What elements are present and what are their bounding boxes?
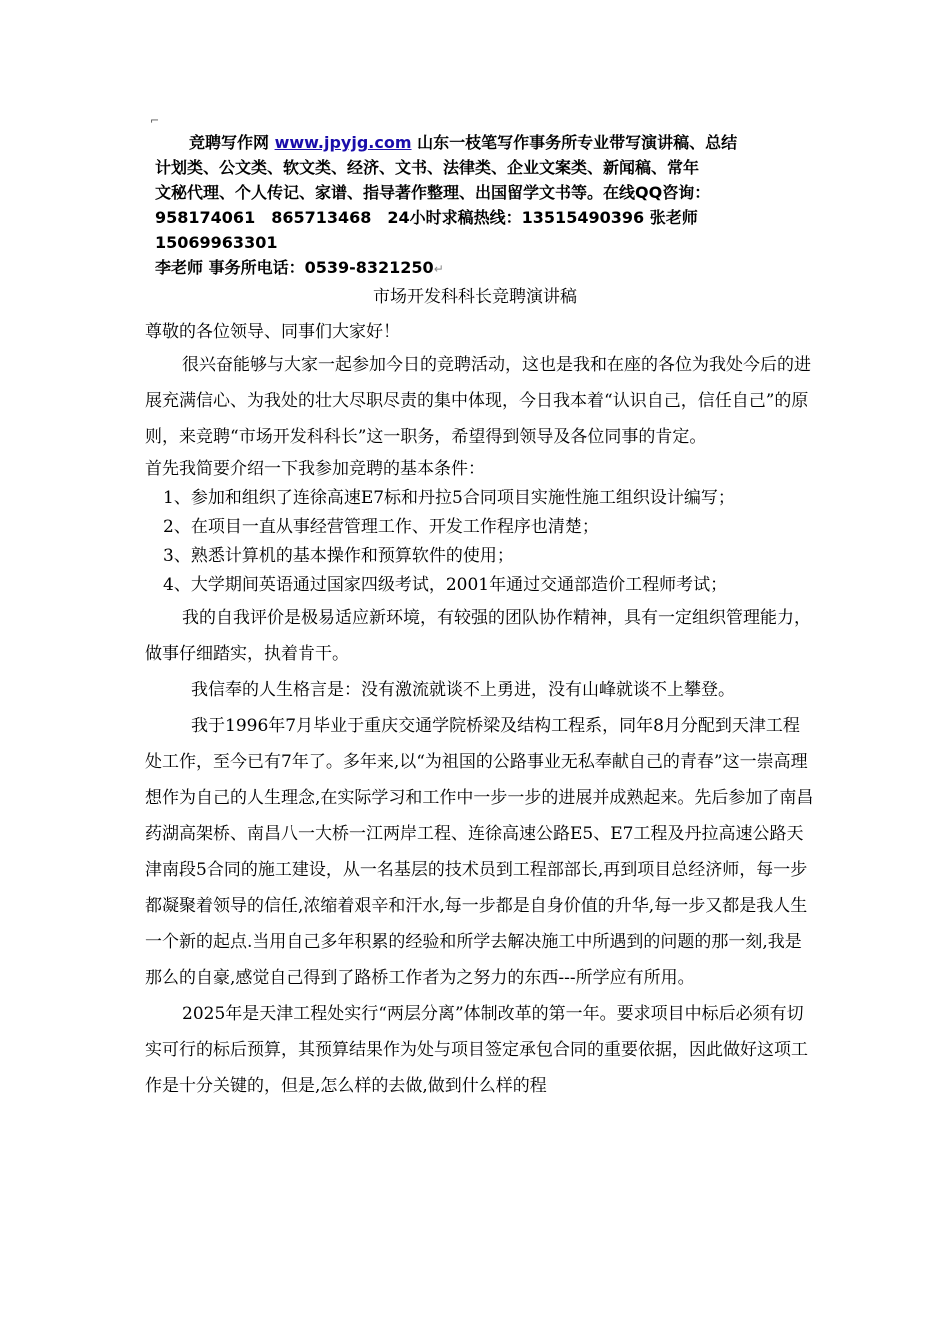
- ad-line1: 山东一枝笔写作事务所专业带写演讲稿、总结: [411, 133, 738, 152]
- paragraph-intro: 首先我简要介绍一下我参加竞聘的基本条件：: [145, 459, 485, 479]
- paragraph-opening: 很兴奋能够与大家一起参加今日的竞聘活动，这也是我和在座的各位为我处今后的进展充满信心、为我处的壮大尽职尽责的集中体现，今日我本着“认识自己，信任自己”的原则，来竞聘“市场开发科科长”这一职务，希望得到领导及各位同事的肯定。: [145, 355, 811, 447]
- greeting: 尊敬的各位领导、同事们大家好！: [145, 322, 400, 342]
- document-title: 市场开发科科长竞聘演讲稿: [373, 287, 577, 307]
- ad-prefix: 竞聘写作网: [189, 133, 275, 152]
- paragraph-2025: 2025年是天津工程处实行“两层分离”体制改革的第一年。要求项目中标后必须有切实可行的标后预算，其预算结果作为处与项目签定承包合同的重要依据，因此做好这项工作是十分关键的，但是,怎么样的去做,做到什么样的程: [145, 1004, 808, 1096]
- header-mark: ⌐: [150, 114, 160, 127]
- ad-line5: 李老师 事务所电话：0539-8321250: [155, 258, 434, 277]
- paragraph-mark-icon: ↵: [433, 262, 444, 276]
- ad-line3: 文秘代理、个人传记、家谱、指导著作整理、出国留学文书等。在线QQ咨询：: [155, 183, 711, 202]
- paragraph-motto: 我信奉的人生格言是：没有激流就谈不上勇进，没有山峰就谈不上攀登。: [191, 680, 735, 700]
- ad-line2: 计划类、公文类、软文类、经济、文书、法律类、企业文案类、新闻稿、常年: [155, 158, 700, 177]
- document-body: [145, 318, 815, 1104]
- list-item: 4、大学期间英语通过国家四级考试，2001年通过交通部造价工程师考试；: [163, 575, 728, 595]
- advertisement-block: [155, 130, 805, 282]
- ad-line4: 958174061 865713468 24小时求稿热线：13515490396 张老师 15069963301: [155, 208, 714, 252]
- website-link[interactable]: www.jpyjg.com: [274, 133, 412, 152]
- list-item: 1、参加和组织了连徐高速E7标和丹拉5合同项目实施性施工组织设计编写；: [163, 488, 735, 508]
- list-item: 2、在项目一直从事经营管理工作、开发工作程序也清楚；: [163, 517, 599, 537]
- paragraph-self-evaluation: 我的自我评价是极易适应新环境，有较强的团队协作精神，具有一定组织管理能力，做事仔细踏实，执着肯干。: [145, 608, 811, 664]
- paragraph-history: 我于1996年7月毕业于重庆交通学院桥梁及结构工程系，同年8月分配到天津工程处工作，至今已有7年了。多年来,以“为祖国的公路事业无私奉献自己的青春”这一崇高理想作为自己的人生理念,在实际学习和工作中一步一步的进展并成熟起来。先后参加了南昌药湖高架桥、南昌八一大桥一江两岸工程、连徐高速公路E5、E7工程及丹拉高速公路天津南段5合同的施工建设，从一名基层的技术员到工程部部长,再到项目总经济师，每一步都凝聚着领导的信任,浓缩着艰辛和汗水,每一步都是自身价值的升华,每一步又都是我人生一个新的起点.当用自己多年积累的经验和所学去解决施工中所遇到的问题的那一刻,我是那么的自豪,感觉自己得到了路桥工作者为之努力的东西---所学应有所用。: [145, 716, 814, 988]
- list-item: 3、熟悉计算机的基本操作和预算软件的使用；: [163, 546, 514, 566]
